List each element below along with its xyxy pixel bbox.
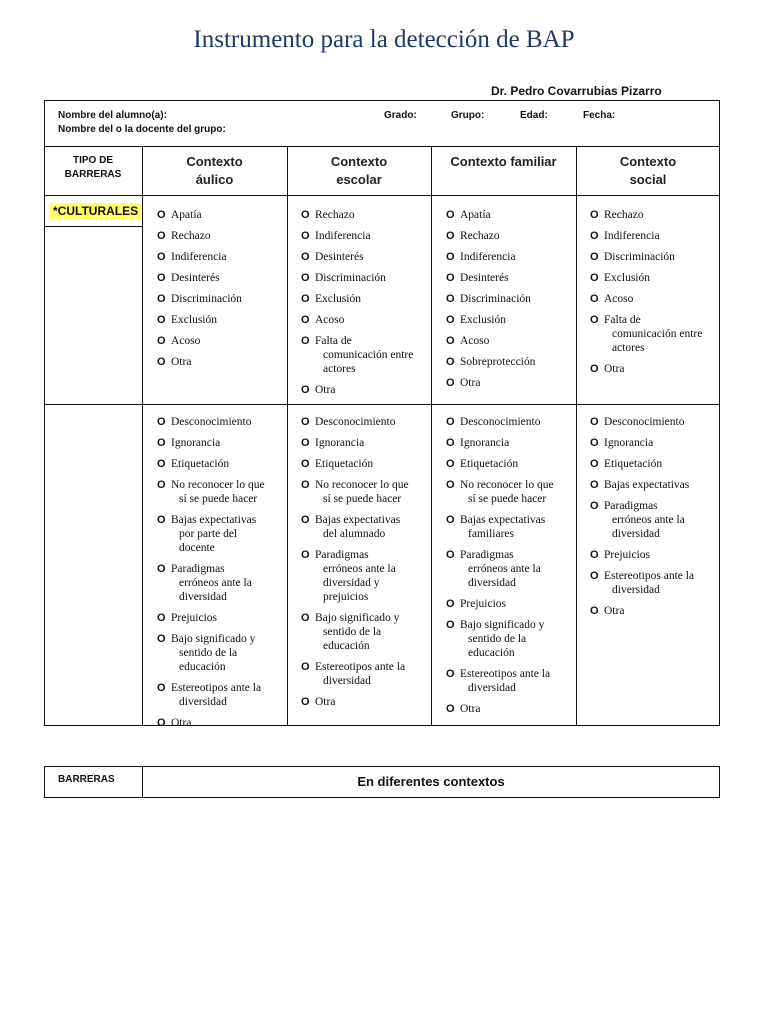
- document-title: Instrumento para la detección de BAP: [193, 26, 575, 53]
- list-item: [446, 334, 574, 348]
- list-item-text: Desconocimiento: [171, 416, 252, 428]
- list-item: [157, 208, 285, 222]
- circle-bullet-icon: O: [301, 514, 310, 526]
- list-item: [157, 478, 285, 506]
- cell-culturales-familiar: [446, 208, 574, 397]
- date-label: Fecha:: [583, 110, 616, 121]
- col-divider-2: [287, 146, 288, 726]
- cell-culturales-aulico: [157, 208, 285, 376]
- circle-bullet-icon: O: [301, 612, 310, 624]
- row-label-culturales: *CULTURALES: [50, 203, 141, 219]
- list-item: [446, 292, 574, 306]
- contexts-title: En diferentes contextos: [357, 774, 505, 789]
- col-divider-4: [576, 146, 577, 726]
- list-item: [590, 313, 718, 355]
- circle-bullet-icon: O: [157, 251, 166, 263]
- list-item-text: Discriminación: [315, 272, 386, 284]
- student-name-label: Nombre del alumno(a):: [58, 110, 167, 121]
- list-item-text: Otra: [460, 703, 481, 715]
- list-item: [157, 681, 285, 709]
- circle-bullet-icon: O: [301, 661, 310, 673]
- circle-bullet-icon: O: [301, 458, 310, 470]
- list-item: [446, 618, 574, 660]
- circle-bullet-icon: O: [590, 549, 599, 561]
- list-item-text: Otra: [171, 717, 192, 729]
- list-item-text: Bajo significado y sentido de la educación: [315, 612, 400, 652]
- list-item: [446, 355, 574, 369]
- circle-bullet-icon: O: [157, 437, 166, 449]
- circle-bullet-icon: O: [446, 272, 455, 284]
- circle-bullet-icon: O: [446, 335, 455, 347]
- circle-bullet-icon: O: [590, 230, 599, 242]
- list-item: [301, 611, 429, 653]
- circle-bullet-icon: O: [446, 251, 455, 263]
- row-label-underline: [44, 226, 142, 227]
- circle-bullet-icon: O: [301, 384, 310, 396]
- list-item-text: Otra: [315, 384, 336, 396]
- list-item-text: Rechazo: [171, 230, 211, 242]
- list-item: [446, 436, 574, 450]
- list-item-text: Otra: [315, 696, 336, 708]
- circle-bullet-icon: O: [157, 416, 166, 428]
- list-item-text: Bajas expectativas del alumnado: [315, 514, 401, 540]
- list-item-text: Desconocimiento: [604, 416, 685, 428]
- faded-dots: · · · · · · · ·: [92, 415, 94, 505]
- list-item: [590, 250, 718, 264]
- list-item: [446, 548, 574, 590]
- list-item-text: Rechazo: [604, 209, 644, 221]
- age-label: Edad:: [520, 110, 548, 121]
- list-item-text: Apatía: [460, 209, 491, 221]
- circle-bullet-icon: O: [446, 458, 455, 470]
- list-item-text: Desinterés: [460, 272, 509, 284]
- list-item: [590, 271, 718, 285]
- faded-dots: · · · · · · · ·: [92, 241, 94, 331]
- list-item-text: Discriminación: [171, 293, 242, 305]
- cell-culturales-social: [590, 208, 718, 383]
- list-item-text: Bajas expectativas por parte del docente: [171, 514, 257, 554]
- circle-bullet-icon: O: [590, 272, 599, 284]
- list-item: [301, 436, 429, 450]
- list-item-text: Exclusión: [604, 272, 650, 284]
- list-item-text: Exclusión: [460, 314, 506, 326]
- list-item-text: Estereotipos ante la diversidad: [315, 661, 406, 687]
- list-item: [157, 513, 285, 555]
- grade-label: Grado:: [384, 110, 417, 121]
- list-item-text: Estereotipos ante la diversidad: [604, 570, 695, 596]
- circle-bullet-icon: O: [590, 209, 599, 221]
- list-item-text: Ignorancia: [171, 437, 221, 449]
- cell-row2-escolar: [301, 415, 429, 716]
- circle-bullet-icon: O: [157, 633, 166, 645]
- list-item: [157, 562, 285, 604]
- circle-bullet-icon: O: [590, 570, 599, 582]
- list-item: [157, 271, 285, 285]
- list-item: [590, 436, 718, 450]
- circle-bullet-icon: O: [446, 598, 455, 610]
- list-item: [157, 292, 285, 306]
- circle-bullet-icon: O: [157, 514, 166, 526]
- circle-bullet-icon: O: [590, 479, 599, 491]
- list-item: [590, 478, 718, 492]
- list-item: [446, 376, 574, 390]
- list-item: [157, 334, 285, 348]
- list-item-text: Desconocimiento: [315, 416, 396, 428]
- col-divider-3: [431, 146, 432, 726]
- circle-bullet-icon: O: [446, 479, 455, 491]
- list-item-text: Acoso: [171, 335, 201, 347]
- list-item-text: Discriminación: [460, 293, 531, 305]
- list-item: [157, 716, 285, 730]
- list-item-text: Exclusión: [315, 293, 361, 305]
- list-item: [590, 548, 718, 562]
- circle-bullet-icon: O: [301, 251, 310, 263]
- list-item-text: Paradigmas erróneos ante la diversidad: [604, 500, 685, 540]
- circle-bullet-icon: O: [301, 549, 310, 561]
- circle-bullet-icon: O: [446, 293, 455, 305]
- circle-bullet-icon: O: [590, 500, 599, 512]
- circle-bullet-icon: O: [301, 696, 310, 708]
- circle-bullet-icon: O: [301, 314, 310, 326]
- list-item: [446, 229, 574, 243]
- list-item-text: Falta de comunicación entre actores: [604, 314, 703, 354]
- list-item-text: Prejuicios: [604, 549, 650, 561]
- list-item-text: Sobreprotección: [460, 356, 536, 368]
- list-item-text: Rechazo: [460, 230, 500, 242]
- circle-bullet-icon: O: [590, 605, 599, 617]
- list-item: [157, 415, 285, 429]
- list-item-text: Prejuicios: [460, 598, 506, 610]
- circle-bullet-icon: O: [301, 272, 310, 284]
- circle-bullet-icon: O: [590, 314, 599, 326]
- circle-bullet-icon: O: [301, 293, 310, 305]
- list-item-text: Acoso: [460, 335, 490, 347]
- list-item: [157, 611, 285, 625]
- circle-bullet-icon: O: [446, 377, 455, 389]
- list-item: [301, 383, 429, 397]
- circle-bullet-icon: O: [301, 416, 310, 428]
- list-item-text: Falta de comunicación entre actores: [315, 335, 414, 375]
- col-header-aulico: Contexto áulico: [186, 154, 243, 187]
- circle-bullet-icon: O: [446, 437, 455, 449]
- cell-row2-familiar: [446, 415, 574, 723]
- list-item-text: Desinterés: [171, 272, 220, 284]
- circle-bullet-icon: O: [590, 251, 599, 263]
- circle-bullet-icon: O: [157, 356, 166, 368]
- list-item: [157, 313, 285, 327]
- circle-bullet-icon: O: [446, 549, 455, 561]
- circle-bullet-icon: O: [590, 437, 599, 449]
- list-item-text: Estereotipos ante la diversidad: [171, 682, 262, 708]
- list-item-text: Etiquetación: [315, 458, 374, 470]
- list-item-text: Paradigmas erróneos ante la diversidad y prejuicios: [315, 549, 396, 603]
- list-item: [157, 250, 285, 264]
- list-item-text: Etiquetación: [604, 458, 663, 470]
- list-item: [301, 313, 429, 327]
- list-item-text: Desconocimiento: [460, 416, 541, 428]
- list-item-text: Etiquetación: [171, 458, 230, 470]
- list-item: [301, 334, 429, 376]
- circle-bullet-icon: O: [157, 230, 166, 242]
- cell-culturales-escolar: [301, 208, 429, 404]
- list-item-text: Indiferencia: [604, 230, 660, 242]
- circle-bullet-icon: O: [157, 314, 166, 326]
- list-item-text: Otra: [604, 605, 625, 617]
- list-item: [446, 250, 574, 264]
- circle-bullet-icon: O: [446, 514, 455, 526]
- author-name: Dr. Pedro Covarrubias Pizarro: [491, 84, 662, 98]
- circle-bullet-icon: O: [301, 335, 310, 347]
- list-item: [446, 313, 574, 327]
- col-header-familiar: Contexto familiar: [450, 154, 557, 169]
- list-item-text: No reconocer lo que sí se puede hacer: [171, 479, 265, 505]
- circle-bullet-icon: O: [157, 458, 166, 470]
- list-item-text: Otra: [460, 377, 481, 389]
- list-item-text: Desinterés: [315, 251, 364, 263]
- list-item-text: No reconocer lo que sí se puede hacer: [460, 479, 554, 505]
- col-divider-1: [142, 146, 143, 726]
- list-item-text: Bajas expectativas familiares: [460, 514, 546, 540]
- list-item: [301, 513, 429, 541]
- circle-bullet-icon: O: [157, 717, 166, 729]
- list-item: [446, 415, 574, 429]
- circle-bullet-icon: O: [446, 416, 455, 428]
- list-item: [301, 695, 429, 709]
- list-item-text: Rechazo: [315, 209, 355, 221]
- circle-bullet-icon: O: [301, 230, 310, 242]
- list-item: [590, 569, 718, 597]
- list-item-text: Paradigmas erróneos ante la diversidad: [460, 549, 541, 589]
- list-item: [446, 597, 574, 611]
- circle-bullet-icon: O: [590, 416, 599, 428]
- list-item: [301, 208, 429, 222]
- circle-bullet-icon: O: [446, 668, 455, 680]
- list-item: [301, 229, 429, 243]
- list-item-text: Apatía: [171, 209, 202, 221]
- list-item-text: Acoso: [604, 293, 634, 305]
- circle-bullet-icon: O: [446, 209, 455, 221]
- list-item-text: No reconocer lo que sí se puede hacer: [315, 479, 409, 505]
- list-item: [301, 250, 429, 264]
- circle-bullet-icon: O: [157, 563, 166, 575]
- group-label: Grupo:: [451, 110, 485, 121]
- list-item-text: Ignorancia: [460, 437, 510, 449]
- list-item: [446, 702, 574, 716]
- row-divider: [44, 404, 720, 405]
- circle-bullet-icon: O: [157, 293, 166, 305]
- circle-bullet-icon: O: [157, 272, 166, 284]
- list-item: [446, 513, 574, 541]
- columns-divider: [44, 195, 720, 196]
- circle-bullet-icon: O: [157, 612, 166, 624]
- list-item-text: Otra: [604, 363, 625, 375]
- cell-row2-social: [590, 415, 718, 625]
- list-item: [446, 457, 574, 471]
- list-item: [157, 632, 285, 674]
- list-item-text: Estereotipos ante la diversidad: [460, 668, 551, 694]
- list-item-text: Ignorancia: [604, 437, 654, 449]
- list-item: [301, 478, 429, 506]
- list-item-text: Exclusión: [171, 314, 217, 326]
- col-header-barrier-type: TIPO DE BARRERAS: [64, 155, 122, 180]
- list-item: [301, 415, 429, 429]
- col-header-escolar: Contexto escolar: [330, 154, 388, 187]
- circle-bullet-icon: O: [301, 437, 310, 449]
- list-item: [590, 362, 718, 376]
- list-item: [590, 604, 718, 618]
- list-item: [301, 271, 429, 285]
- circle-bullet-icon: O: [157, 335, 166, 347]
- list-item-text: Bajas expectativas: [604, 479, 690, 491]
- list-item: [157, 355, 285, 369]
- circle-bullet-icon: O: [446, 314, 455, 326]
- list-item: [590, 292, 718, 306]
- list-item: [590, 208, 718, 222]
- circle-bullet-icon: O: [446, 703, 455, 715]
- list-item-text: Indiferencia: [171, 251, 227, 263]
- circle-bullet-icon: O: [446, 619, 455, 631]
- list-item: [157, 436, 285, 450]
- list-item: [301, 548, 429, 604]
- list-item: [157, 457, 285, 471]
- list-item-text: Prejuicios: [171, 612, 217, 624]
- list-item: [301, 292, 429, 306]
- list-item-text: Etiquetación: [460, 458, 519, 470]
- list-item: [446, 478, 574, 506]
- list-item: [590, 415, 718, 429]
- circle-bullet-icon: O: [301, 209, 310, 221]
- list-item-text: Indiferencia: [315, 230, 371, 242]
- circle-bullet-icon: O: [590, 293, 599, 305]
- teacher-name-label: Nombre del o la docente del grupo:: [58, 124, 226, 135]
- list-item: [590, 229, 718, 243]
- list-item: [590, 457, 718, 471]
- circle-bullet-icon: O: [157, 209, 166, 221]
- circle-bullet-icon: O: [157, 682, 166, 694]
- list-item-text: Discriminación: [604, 251, 675, 263]
- list-item: [301, 457, 429, 471]
- list-item: [301, 660, 429, 688]
- list-item: [446, 208, 574, 222]
- barreras-label: BARRERAS: [58, 774, 115, 785]
- list-item-text: Otra: [171, 356, 192, 368]
- circle-bullet-icon: O: [590, 458, 599, 470]
- header-divider: [44, 146, 720, 147]
- circle-bullet-icon: O: [590, 363, 599, 375]
- list-item-text: Acoso: [315, 314, 345, 326]
- circle-bullet-icon: O: [446, 356, 455, 368]
- list-item-text: Indiferencia: [460, 251, 516, 263]
- list-item-text: Paradigmas erróneos ante la diversidad: [171, 563, 252, 603]
- list-item: [446, 667, 574, 695]
- col-header-social: Contexto social: [619, 154, 677, 187]
- list-item-text: Bajo significado y sentido de la educación: [460, 619, 545, 659]
- circle-bullet-icon: O: [446, 230, 455, 242]
- list-item: [446, 271, 574, 285]
- list-item: [157, 229, 285, 243]
- cell-row2-aulico: [157, 415, 285, 737]
- list-item: [590, 499, 718, 541]
- circle-bullet-icon: O: [157, 479, 166, 491]
- circle-bullet-icon: O: [301, 479, 310, 491]
- list-item-text: Bajo significado y sentido de la educación: [171, 633, 256, 673]
- list-item-text: Ignorancia: [315, 437, 365, 449]
